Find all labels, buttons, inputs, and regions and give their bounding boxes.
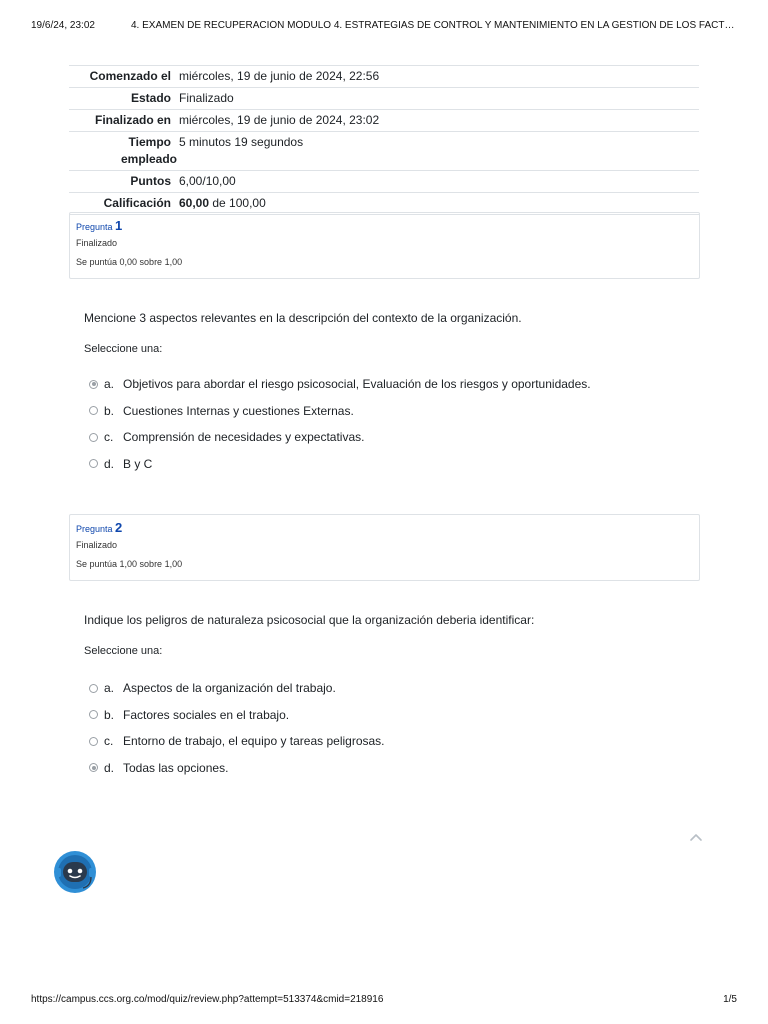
summary-value: Finalizado — [179, 91, 234, 105]
answer-prompt: Seleccione una: — [84, 343, 163, 355]
summary-value: 6,00/10,00 — [179, 174, 236, 188]
answer-letter: c. — [104, 430, 114, 445]
radio-button[interactable] — [89, 459, 98, 468]
radio-button[interactable] — [89, 406, 98, 415]
summary-row-completed — [69, 109, 699, 131]
question-prefix: Pregunta — [76, 524, 113, 534]
summary-label: Tiempo empleado — [121, 135, 178, 166]
question-grade: Se puntúa 0,00 sobre 1,00 — [76, 257, 183, 267]
summary-value: miércoles, 19 de junio de 2024, 23:02 — [179, 113, 380, 127]
question-info-box — [69, 514, 700, 581]
question-number-value: 2 — [115, 520, 123, 535]
grade-total: de 100,00 — [209, 196, 266, 210]
answer-option[interactable] — [89, 398, 689, 425]
answer-text: Factores sociales en el trabajo. — [123, 707, 290, 722]
grade-value: 60,00 — [179, 196, 210, 210]
summary-label: Estado — [130, 91, 171, 105]
answer-letter: a. — [104, 681, 115, 696]
question-info-box — [69, 212, 700, 279]
answer-option[interactable] — [89, 728, 689, 755]
answer-text: Comprensión de necesidades y expectativas. — [123, 430, 365, 445]
answer-text: Todas las opciones. — [123, 760, 229, 775]
answer-text: Cuestiones Internas y cuestiones Externas. — [123, 403, 354, 418]
radio-button[interactable] — [89, 737, 98, 746]
answer-option[interactable] — [89, 451, 689, 478]
print-header — [31, 20, 740, 31]
answer-list — [89, 675, 689, 781]
question-text: Indique los peligros de naturaleza psicosocial que la organización deberia identificar: — [84, 613, 535, 627]
answer-option[interactable] — [89, 371, 689, 398]
question-prefix: Pregunta — [76, 222, 113, 232]
robot-assistant-icon[interactable] — [53, 850, 97, 894]
print-footer — [31, 994, 737, 1005]
summary-label: Calificación — [103, 196, 171, 210]
answer-list — [89, 371, 689, 477]
page-url: https://campus.ccs.org.co/mod/quiz/review.php?attempt=513374&cmid=218916 — [31, 994, 384, 1005]
answer-option[interactable] — [89, 702, 689, 729]
answer-letter: d. — [104, 456, 115, 471]
answer-letter: b. — [104, 403, 115, 418]
summary-label: Finalizado en — [94, 113, 171, 127]
question-text: Mencione 3 aspectos relevantes en la descripción del contexto de la organización. — [84, 311, 522, 325]
radio-button[interactable] — [89, 433, 98, 442]
summary-row-time-taken — [69, 131, 699, 170]
summary-label: Comenzado el — [89, 69, 171, 83]
attempt-summary-table — [69, 65, 699, 215]
chevron-up-icon[interactable] — [689, 831, 703, 843]
question-grade: Se puntúa 1,00 sobre 1,00 — [76, 559, 183, 569]
answer-text: B y C — [123, 456, 153, 471]
answer-letter: a. — [104, 377, 115, 392]
summary-row-started — [69, 65, 699, 87]
page-number: 1/5 — [723, 994, 737, 1005]
radio-button-checked[interactable] — [89, 380, 98, 389]
question-number — [76, 219, 693, 234]
summary-row-state — [69, 87, 699, 109]
print-datetime: 19/6/24, 23:02 — [31, 20, 95, 31]
answer-letter: c. — [104, 734, 114, 749]
answer-option[interactable] — [89, 424, 689, 451]
answer-option[interactable] — [89, 755, 689, 782]
question-number-value: 1 — [115, 218, 123, 233]
print-title: 4. EXAMEN DE RECUPERACIÓN MÓDULO 4. ESTRATEGIAS DE CONTROL Y MANTENIMIENTO EN LA GESTIÓN DE LOS FACT… — [131, 20, 735, 31]
summary-value: miércoles, 19 de junio de 2024, 22:56 — [179, 69, 380, 83]
question-state: Finalizado — [76, 238, 118, 248]
answer-letter: b. — [104, 707, 115, 722]
question-state: Finalizado — [76, 540, 118, 550]
summary-value — [179, 193, 699, 214]
question-number — [76, 521, 693, 536]
summary-value: 5 minutos 19 segundos — [179, 135, 304, 149]
radio-button[interactable] — [89, 684, 98, 693]
answer-letter: d. — [104, 760, 115, 775]
summary-label: Puntos — [130, 174, 171, 188]
answer-text: Aspectos de la organización del trabajo. — [123, 681, 336, 696]
radio-button[interactable] — [89, 710, 98, 719]
answer-prompt: Seleccione una: — [84, 645, 163, 657]
radio-button-checked[interactable] — [89, 763, 98, 772]
summary-row-marks — [69, 170, 699, 192]
answer-text: Entorno de trabajo, el equipo y tareas peligrosas. — [123, 734, 385, 749]
answer-option[interactable] — [89, 675, 689, 702]
answer-text: Objetivos para abordar el riesgo psicosocial, Evaluación de los riesgos y oportunidades. — [123, 377, 591, 392]
